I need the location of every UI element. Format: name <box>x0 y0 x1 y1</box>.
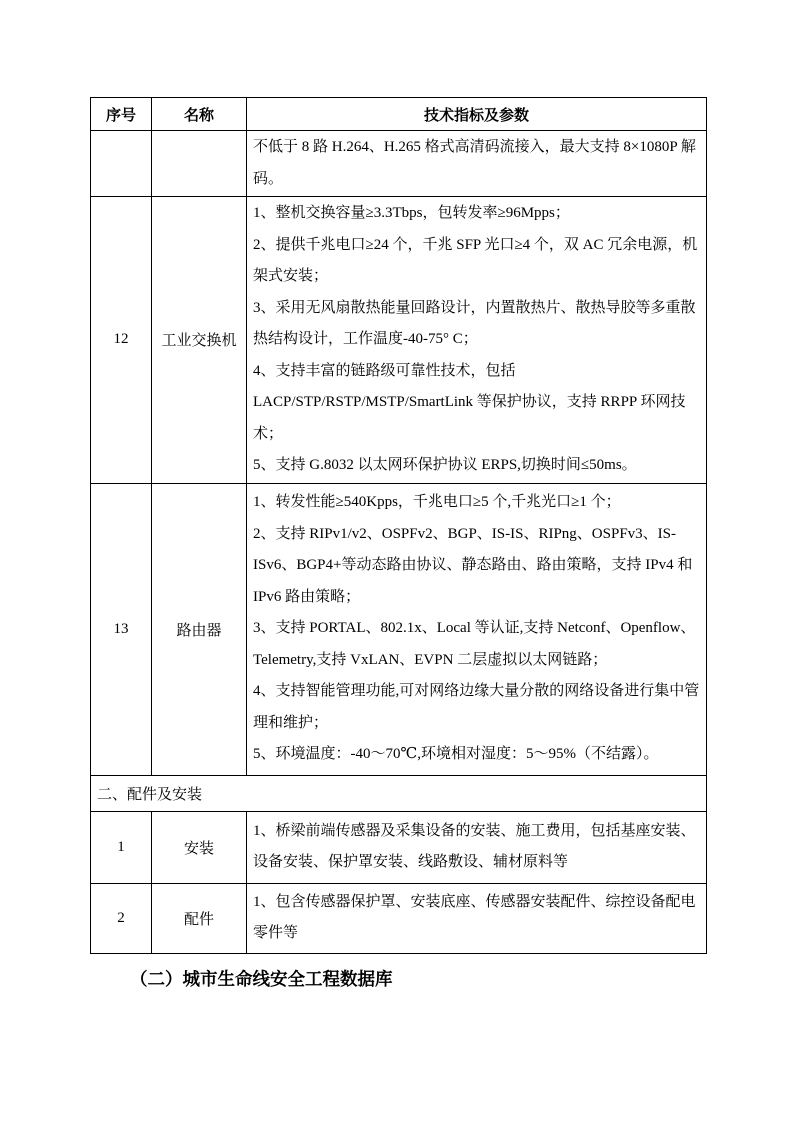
column-header-name: 名称 <box>152 98 247 131</box>
spec-item: 4、支持丰富的链路级可靠性技术，包括 LACP/STP/RSTP/MSTP/SmartLink 等保护协议，支持 RRPP 环网技术； <box>253 362 686 442</box>
table-row-parts <box>91 883 707 953</box>
spec-item: 不低于 8 路 H.264、H.265 格式高清码流接入，最大支持 8×1080P 解码。 <box>253 139 696 187</box>
table-row-installation <box>91 811 707 883</box>
cell-name <box>152 131 247 197</box>
spec-item: 2、支持 RIPv1/v2、OSPFv2、BGP、IS-IS、RIPng、OSPFv3、IS-ISv6、BGP4+等动态路由协议、静态路由、路由策略，支持 IPv4 和 IPv6 路由策略； <box>253 525 693 605</box>
spec-item: 2、提供千兆电口≥24 个，千兆 SFP 光口≥4 个，双 AC 冗余电源，机架式安装； <box>253 236 698 284</box>
table-section-row-accessories <box>91 775 707 811</box>
cell-no: 13 <box>91 483 152 775</box>
spec-item: 1、转发性能≥540Kpps，千兆电口≥5 个,千兆光口≥1 个； <box>253 494 621 511</box>
table-row-router <box>91 483 707 775</box>
cell-no <box>91 131 152 197</box>
cell-no: 2 <box>91 883 152 953</box>
cell-spec <box>247 811 707 883</box>
spec-item: 3、采用无风扇散热能量回路设计，内置散热片、散热导胶等多重散热结构设计，工作温度-40-75° C； <box>253 299 696 347</box>
spec-item: 1、整机交换容量≥3.3Tbps，包转发率≥96Mpps； <box>253 205 570 221</box>
table-header-row <box>91 98 707 131</box>
spec-item: 5、支持 G.8032 以太网环保护协议 ERPS,切换时间≤50ms。 <box>253 457 637 473</box>
cell-spec <box>247 483 707 775</box>
cell-name: 配件 <box>152 883 247 953</box>
cell-spec <box>247 131 707 197</box>
section-heading-database: （二）城市生命线安全工程数据库 <box>130 968 393 989</box>
spec-table <box>90 97 707 954</box>
column-header-no: 序号 <box>91 98 152 131</box>
spec-item: 5、环境温度：-40～70℃,环境相对湿度：5～95%（不结露）。 <box>253 746 659 763</box>
column-header-spec: 技术指标及参数 <box>247 98 707 131</box>
cell-name: 路由器 <box>152 483 247 775</box>
spec-item: 1、桥梁前端传感器及采集设备的安装、施工费用，包括基座安装、设备安装、保护罩安装、线路敷设、辅材原料等 <box>253 822 696 870</box>
spec-item: 3、支持 PORTAL、802.1x、Local 等认证,支持 Netconf、Openflow、Telemetry,支持 VxLAN、EVPN 二层虚拟以太网链路； <box>253 620 696 668</box>
cell-no: 12 <box>91 197 152 484</box>
spec-item: 1、包含传感器保护罩、安装底座、传感器安装配件、综控设备配电零件等 <box>253 893 696 941</box>
table-row-decode-continuation <box>91 131 707 197</box>
cell-name: 工业交换机 <box>152 197 247 484</box>
table-row-industrial-switch <box>91 197 707 484</box>
cell-spec <box>247 197 707 484</box>
cell-spec <box>247 883 707 953</box>
spec-item: 4、支持智能管理功能,可对网络边缘大量分散的网络设备进行集中管理和维护； <box>253 683 700 731</box>
cell-no: 1 <box>91 811 152 883</box>
cell-name: 安装 <box>152 811 247 883</box>
section-row-label: 二、配件及安装 <box>91 775 707 811</box>
